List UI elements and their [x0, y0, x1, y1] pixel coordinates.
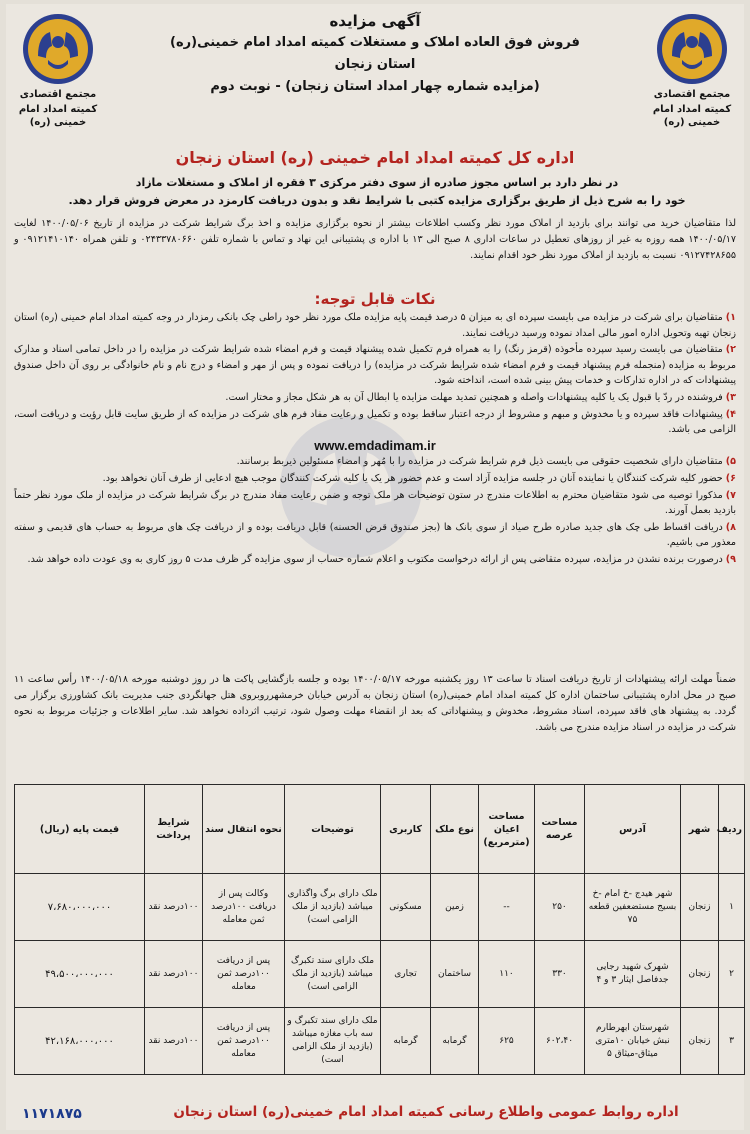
note-item [14, 390, 736, 406]
note-number: ۷) [725, 489, 736, 501]
notice-subtitle: فروش فوق العاده املاک و مستغلات کمیته امداد امام خمینی(ره) [170, 35, 580, 50]
table-cell: ۱۰۰درصد نقد [145, 941, 203, 1008]
table-cell: ملک دارای سند تکبرگ میباشد (بازدید از ملک الزامی است) [285, 941, 381, 1008]
table-cell: شهرک شهید رجایی جدفاصل ایثار ۳ و ۴ [585, 941, 681, 1008]
column-header: ردیف [719, 785, 745, 874]
note-number: ۸) [725, 521, 736, 533]
note-item [14, 488, 736, 519]
table-cell: گرمابه [431, 1008, 479, 1075]
notice-header [116, 10, 634, 98]
emdad-logo-left [12, 12, 104, 129]
note-text: فروشنده در ردّ یا قبول یک یا کلیه پیشنهادات واصله و همچنین تمدید مهلت مزایده یا ابطال آن به هر شکل مجاز و مختار است. [225, 391, 723, 403]
note-text: متقاضیان دارای شخصیت حقوقی می بایست ذیل فرم شرایط شرکت در مزایده را با مُهر و امضاء مسئولین ذیربط برسانند. [236, 456, 723, 468]
table-cell: ۱۰۰درصد نقد [145, 1008, 203, 1075]
note-text: پیشنهادات فاقد سپرده و یا مخدوش و مبهم و مشروط از درجه اعتبار ساقط بوده و تکمیل و رعایت مفاد فرم های شرکت در مزایده که از طریق سایت قابل رؤیت و دریافت است، الزامی می باشد. [14, 408, 736, 436]
table-row [15, 874, 745, 941]
table-cell: ساختمان [431, 941, 479, 1008]
office-title: اداره کل کمیته امداد امام خمینی (ره) استان زنجان [175, 148, 575, 167]
auction-notice [6, 4, 744, 1130]
table-cell: ۶۰۲،۴۰ [535, 1008, 585, 1075]
table-cell: زنجان [681, 941, 719, 1008]
table-cell: ملک دارای برگ واگذاری میباشد (بازدید از ملک الزامی است) [285, 874, 381, 941]
intro-line-2: خود را به شرح ذیل از طریق برگزاری مزایده کتبی با شرایط نقد و بدون دریافت کارمزد در معرض فروش قرار دهد. [68, 194, 686, 207]
table-cell: ۲ [719, 941, 745, 1008]
table-cell: تجاری [381, 941, 431, 1008]
table-cell: ۱ [719, 874, 745, 941]
logo-caption: مجتمع اقتصادی [653, 89, 731, 100]
table-cell: ۳۳۰ [535, 941, 585, 1008]
note-number: ۴) [725, 408, 736, 420]
note-number: ۶) [725, 472, 736, 484]
note-number: ۳) [725, 391, 736, 403]
column-header: آدرس [585, 785, 681, 874]
notice-round: (مزایده شماره چهار امداد استان زنجان) - نوبت دوم [210, 79, 540, 94]
table-header-row [15, 785, 745, 874]
logo-caption: کمیته امداد امام خمینی (ره) [652, 104, 732, 128]
intro-line-1: در نظر دارد بر اساس مجوز صادره از سوی دفتر مرکزی ۳ فقره از املاک و مستغلات مازاد [135, 176, 619, 189]
notice-province: استان زنجان [334, 57, 416, 72]
table-cell: شهر هیدج -خ امام -خ بسیج مستضعفین قطعه ۷۵ [585, 874, 681, 941]
table-cell: پس از دریافت ۱۰۰درصد ثمن معامله [203, 941, 285, 1008]
table-cell: زنجان [681, 874, 719, 941]
table-cell: وکالت پس از دریافت ۱۰۰درصد ثمن معامله [203, 874, 285, 941]
column-header: شهر [681, 785, 719, 874]
note-text: متقاضیان برای شرکت در مزایده می بایست سپرده ای به میزان ۵ درصد قیمت پایه مزایده ملک مورد نظر خود راطی چک بانکی رمزدار در وجه کمیته امداد امام خمینی (ره) استان زنجان تهیه وتحویل اداره امور مالی امداد نموده ورسید دریافت نمایند. [14, 312, 736, 339]
column-header: نوع ملک [431, 785, 479, 874]
notes-title: نکات قابل توجه: [314, 290, 436, 308]
note-item [14, 520, 736, 551]
emdad-emblem-icon [655, 12, 729, 86]
column-header: شرایط پرداخت [145, 785, 203, 874]
table-row [15, 941, 745, 1008]
properties-table [14, 784, 745, 1075]
table-cell-price: ۴۲،۱۶۸،۰۰۰،۰۰۰ [15, 1008, 145, 1075]
column-header: مساحت عرصه [535, 785, 585, 874]
note-number: ۵) [725, 456, 736, 468]
note-number: ۱) [725, 312, 736, 323]
table-cell: ۶۲۵ [479, 1008, 535, 1075]
logo-caption: مجتمع اقتصادی [19, 89, 97, 100]
table-cell-price: ۴۹،۵۰۰،۰۰۰،۰۰۰ [15, 941, 145, 1008]
column-header: توضیحات [285, 785, 381, 874]
note-item [14, 310, 736, 341]
column-header: نحوه انتقال سند [203, 785, 285, 874]
table-cell: مسکونی [381, 874, 431, 941]
column-header: کاربری [381, 785, 431, 874]
table-cell: زمین [431, 874, 479, 941]
notes-list [14, 310, 736, 569]
table-cell: -- [479, 874, 535, 941]
ad-code: ۱۱۷۱۸۷۵ [22, 1106, 82, 1122]
table-cell: ۲۵۰ [535, 874, 585, 941]
note-item [14, 407, 736, 454]
table-cell: ۱۰۰درصد نقد [145, 874, 203, 941]
website-link[interactable]: www.emdadimam.ir [314, 437, 436, 453]
note-text: درصورت برنده نشدن در مزایده، سپرده متقاضی پس از ارائه درخواست مکتوب و اعلام شماره حساب از سوی مزایده گر ظرف مدت ۵ روز کاری به وی عودت داده خواهد شد. [27, 553, 723, 565]
note-number: ۲) [725, 344, 736, 356]
table-cell-price: ۷،۶۸۰،۰۰۰،۰۰۰ [15, 874, 145, 941]
intro-bold [24, 174, 730, 210]
note-text: دریافت اقساط طی چک های جدید صادره طرح صیاد از سوی بانک ها (بجز صندوق قرض الحسنه) قابل دریافت بوده و از دریافت چک های مربوط به حساب های قدیمی و سفته معذور می باشیم. [14, 521, 736, 549]
closing-paragraph: ضمناً مهلت ارائه پیشنهادات از تاریخ دریافت اسناد تا ساعت ۱۳ روز یکشنبه مورخه ۱۴۰۰/۰۵/۱۷ بوده و جلسه بازگشایی پاکت ها در روز دوشنبه مورخه ۱۴۰۰/۰۵/۱۸ رأس ساعت ۱۱ صبح در محل اداره پشتیبانی ساختمان اداره کل کمیته امداد امام خمینی(ره) استان زنجان به آدرس خیابان خرمشهرروبروی هتل جهانگردی جنب مدیریت بانک کشاورزی برگزار می گردد. به پیشنهاد های فاقد سپرده، اسناد مشروط، مخدوش و پیشنهاداتی که بعد از انقضاء مهلت وصول شود، ترتیب اثرداده نخواهد شد. سایر اطلاعات و جزئیات مربوط به نحوه شرکت در مزایده در اسناد مزایده مندرج می باشد. [14, 674, 737, 733]
table-cell: زنجان [681, 1008, 719, 1075]
note-item [14, 454, 736, 470]
emdad-emblem-icon [21, 12, 95, 86]
note-item [14, 471, 736, 487]
note-text: حضور کلیه شرکت کنندگان یا نماینده آنان در جلسه مزایده آزاد است و عدم حضور هر یک یا کلیه شرکت کنندگان موجب هیچ ادعایی از طرف آنان نخواهد بود. [102, 472, 723, 484]
table-cell: ملک دارای سند تکبرگ و سه باب مغازه میباشد (بازدید از ملک الزامی است) [285, 1008, 381, 1075]
note-text: متقاضیان می بایست رسید سپرده مأخوذه (قرمز رنگ) را به همراه فرم تکمیل شده پیشنهاد قیمت و فرم امضاء شده شرایط شرکت در مزایده را در داخل تمامی اسناد و مدارک مربوط به مزایده (منجمله فرم پیشنهاد قیمت و فرم امضاء شده شرایط شرکت در مزایده) را دریافت نموده و پس از مهر و امضاء و درج نام و نام خانوادگی بر روی آن داخل صندوق پیشنهادات که در اداره تدارکات و خدمات پیش بینی شده است، انداخته شود. [14, 344, 736, 387]
logo-caption: کمیته امداد امام خمینی (ره) [18, 104, 98, 128]
table-row [15, 1008, 745, 1075]
footer-publisher: اداره روابط عمومی واطلاع رسانی کمیته امداد امام خمینی(ره) استان زنجان [173, 1104, 679, 1120]
column-header: قیمت پایه (ریال) [15, 785, 145, 874]
note-text: مذکورا توصیه می شود متقاضیان محترم به اطلاعات مندرج در ستون توضیحات هر ملک توجه و ضمن رعایت مفاد مندرج در برگ شرایط شرکت در مزایده از ملک مورد نظر حتماً بازدید بعمل آورند. [14, 489, 736, 517]
note-number: ۹) [725, 553, 736, 565]
emdad-logo-right [646, 12, 738, 129]
table-cell: شهرستان ابهرطارم نبش خیابان ۱۰متری میثاق-میثاق ۵ [585, 1008, 681, 1075]
table-cell: گرمابه [381, 1008, 431, 1075]
note-item [14, 342, 736, 389]
column-header: مساحت اعیان (مترمربع) [479, 785, 535, 874]
table-cell: ۱۱۰ [479, 941, 535, 1008]
table-cell: ۳ [719, 1008, 745, 1075]
note-item [14, 552, 736, 568]
notice-title: آگهی مزایده [329, 12, 421, 30]
intro-paragraph: لذا متقاضیان خرید می توانند برای بازدید از املاک مورد نظر وکسب اطلاعات بیشتر از نحوه برگزاری مزایده و اخذ برگ شرایط شرکت در مزایده از تاریخ ۱۴۰۰/۰۵/۰۶ لغایت ۱۴۰۰/۰۵/۱۷ همه روزه به غیر از روزهای تعطیل در ساعات اداری ۸ صبح الی ۱۳ با اداره ی پشتیبانی این نهاد و تماس با شماره تلفن ۰۲۴۳۳۷۸۰۶۶۰ و تلفن همراه ۰۹۱۲۱۴۱۰۱۴۰ و ۰۹۱۲۷۴۲۸۶۵۵ نسبت به بازدید از املاک مورد نظر خود اقدام نمایند. [14, 218, 737, 261]
table-cell: پس از دریافت ۱۰۰درصد ثمن معامله [203, 1008, 285, 1075]
